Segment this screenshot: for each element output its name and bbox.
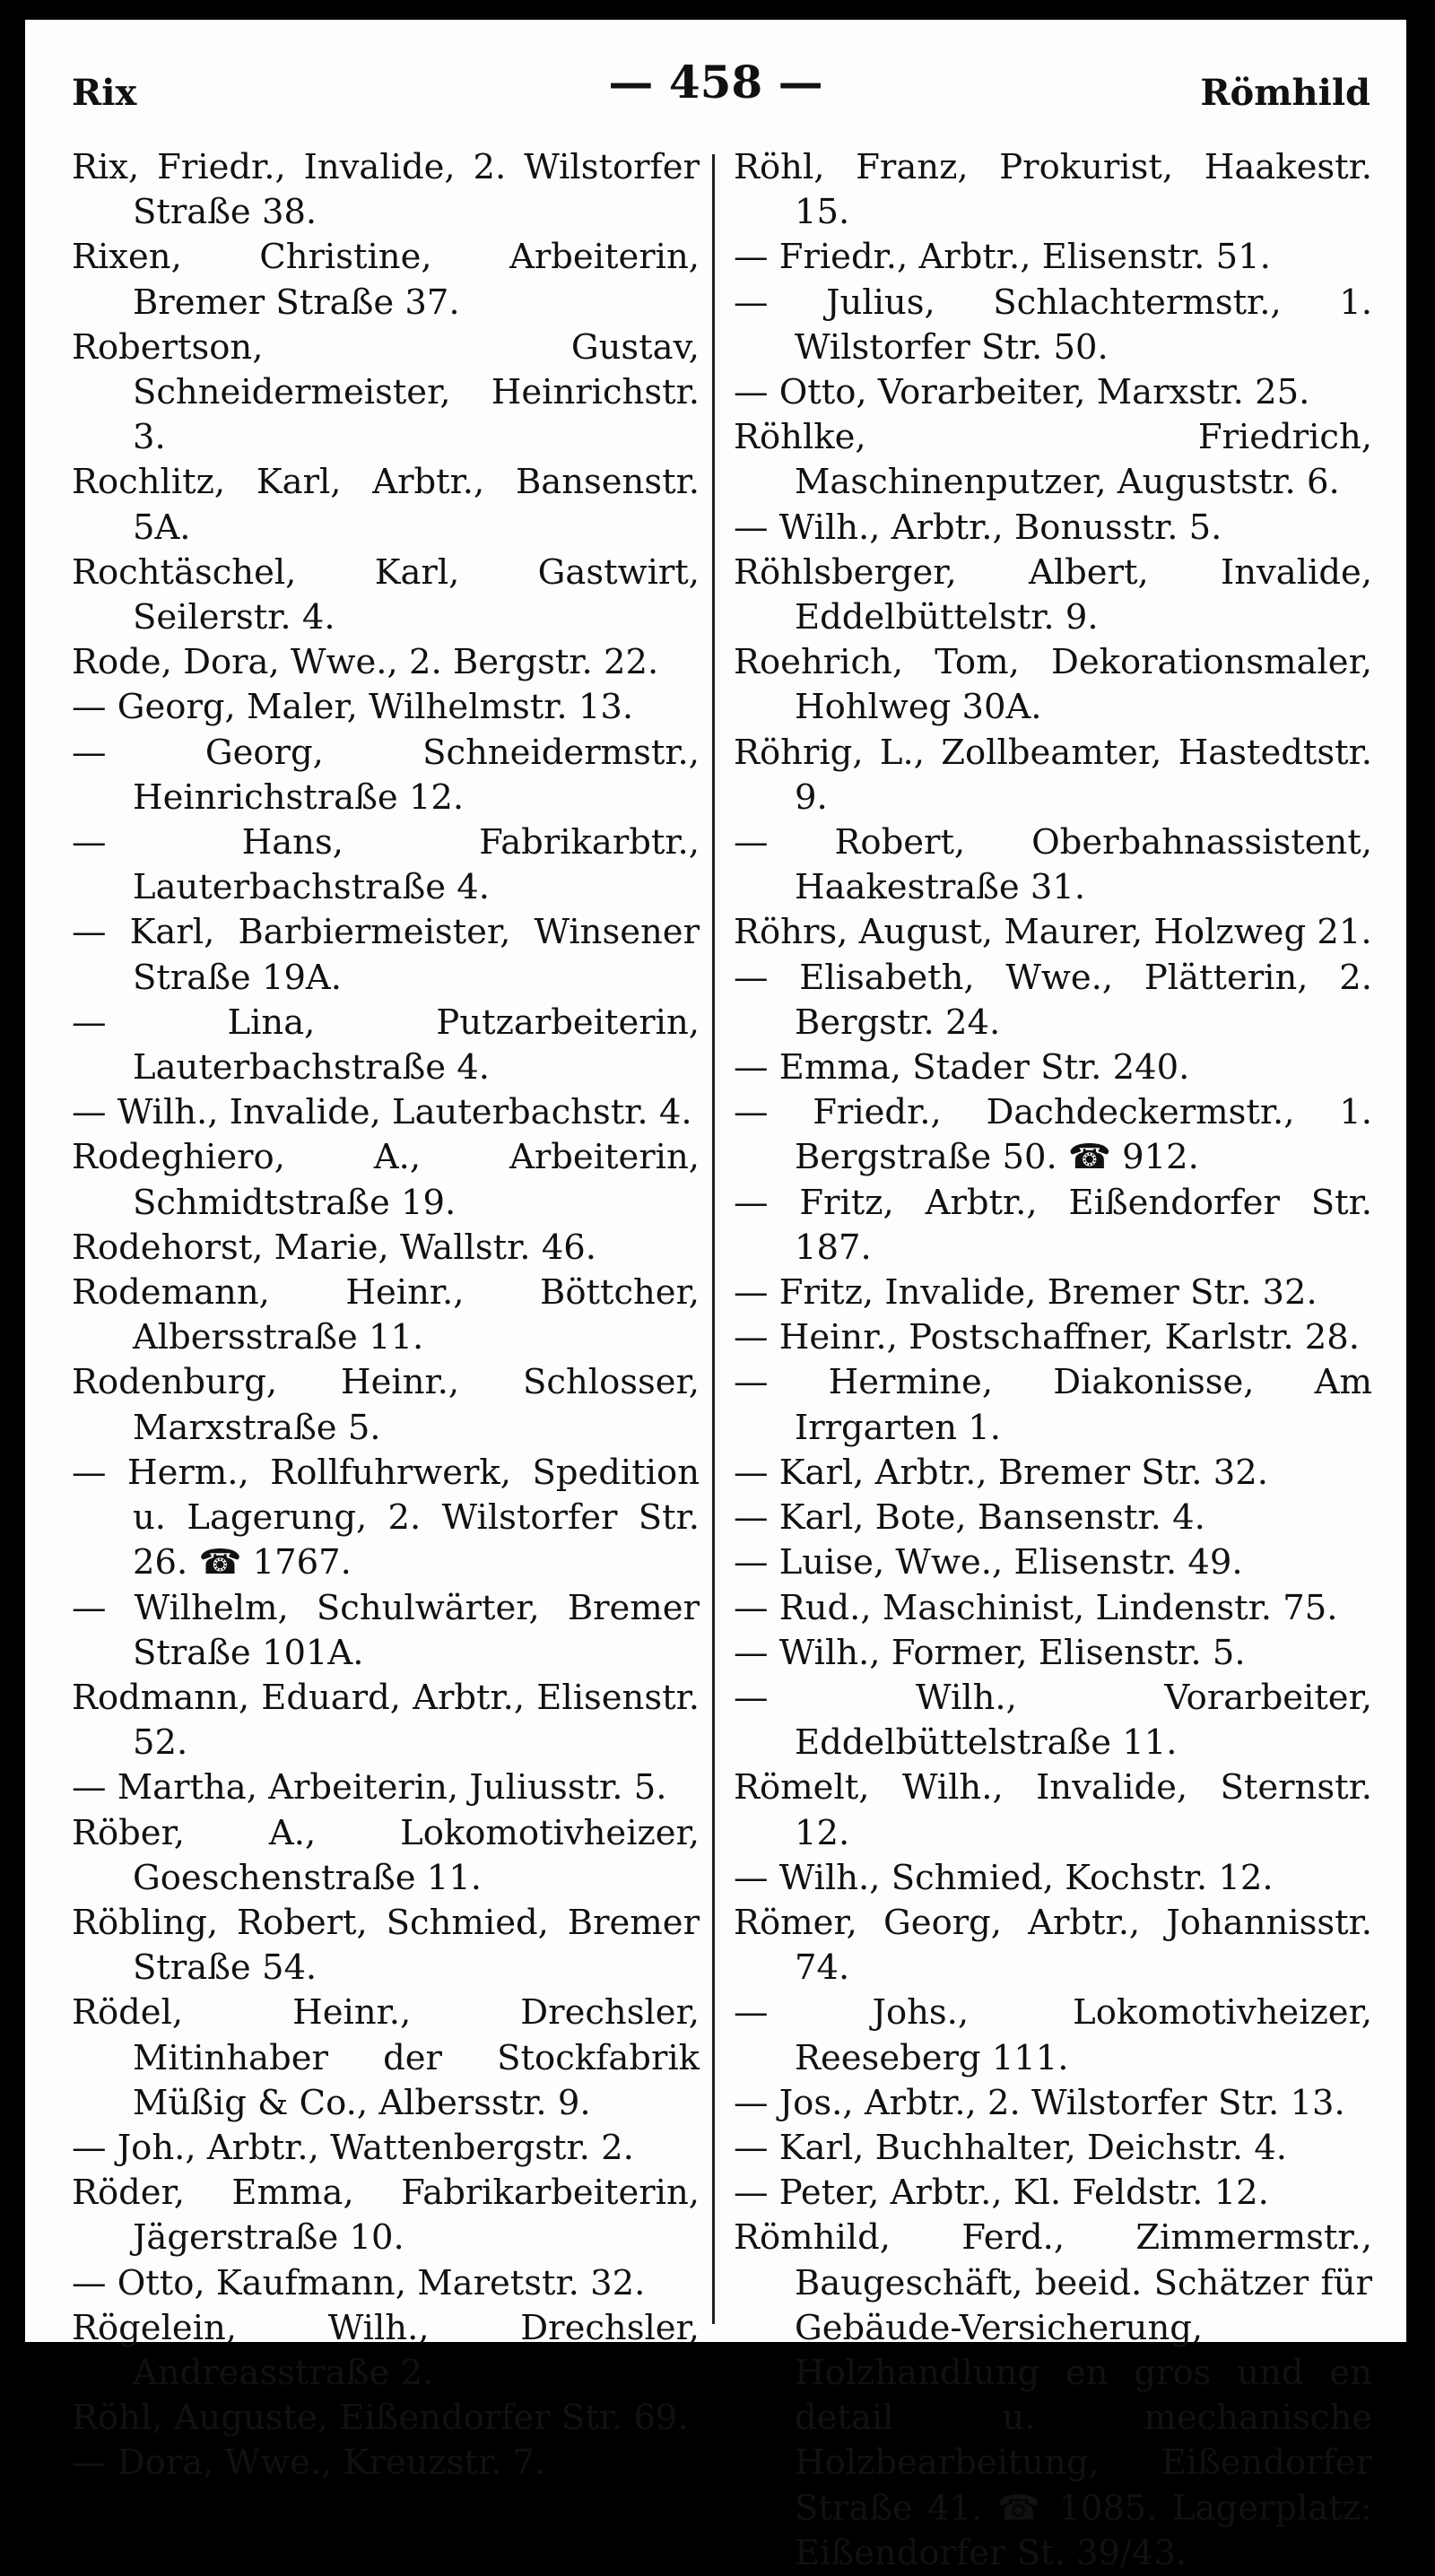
entry: Rodenburg, Heinr., Schlosser, Marxstraße 5. — [72, 1362, 700, 1448]
entry: — Karl, Bote, Bansenstr. 4. — [734, 1497, 1205, 1539]
entry: — Georg, Schneidermstr., Heinrichstraße 12. — [72, 732, 700, 818]
right-column — [734, 145, 1372, 2576]
entry: Röhrs, August, Maurer, Holzweg 21. — [734, 912, 1372, 953]
entry: — Johs., Lokomotivheizer, Reeseberg 111. — [734, 1992, 1372, 2078]
entry: Römelt, Wilh., Invalide, Sternstr. 12. — [734, 1767, 1372, 1853]
entry: Roehrich, Tom, Dekorationsmaler, Hohlweg 30A. — [734, 642, 1372, 728]
entry: — Dora, Wwe., Kreuzstr. 7. — [72, 2442, 546, 2484]
entry: — Elisabeth, Wwe., Plätterin, 2. Bergstr. 24. — [734, 957, 1372, 1043]
entry: — Herm., Rollfuhrwerk, Spedition u. Lagerung, 2. Wilstorfer Str. 26. ☎ 1767. — [72, 1452, 700, 1583]
entry: — Otto, Kaufmann, Maretstr. 32. — [72, 2262, 646, 2303]
entry: — Karl, Barbiermeister, Winsener Straße 19A. — [72, 912, 700, 998]
entry: — Robert, Oberbahnassistent, Haakestraße 31. — [734, 822, 1372, 908]
entry: Röbling, Robert, Schmied, Bremer Straße 54. — [72, 1902, 700, 1989]
directory-page — [25, 20, 1406, 2573]
entry: — Wilh., Schmied, Kochstr. 12. — [734, 1857, 1274, 1898]
entry: Rodemann, Heinr., Böttcher, Albersstraße 11. — [72, 1272, 700, 1358]
entry: Rixen, Christine, Arbeiterin, Bremer Straße 37. — [72, 237, 700, 323]
entry: — Luise, Wwe., Elisenstr. 49. — [734, 1542, 1243, 1583]
entry: Rochlitz, Karl, Arbtr., Bansenstr. 5A. — [72, 462, 700, 548]
entry: — Fritz, Arbtr., Eißendorfer Str. 187. — [734, 1182, 1372, 1268]
entry: — Wilh., Arbtr., Bonusstr. 5. — [734, 507, 1222, 548]
entry: — Friedr., Dachdeckermstr., 1. Bergstraße 50. ☎ 912. — [734, 1092, 1372, 1178]
entry: — Rud., Maschinist, Lindenstr. 75. — [734, 1587, 1338, 1628]
entry: — Karl, Buchhalter, Deichstr. 4. — [734, 2127, 1287, 2168]
entry: — Fritz, Invalide, Bremer Str. 32. — [734, 1272, 1318, 1314]
entry: — Hans, Fabrikarbtr., Lauterbachstraße 4. — [72, 822, 700, 908]
entry: Rodeghiero, A., Arbeiterin, Schmidtstraße 19. — [72, 1137, 700, 1223]
entry: — Heinr., Postschaffner, Karlstr. 28. — [734, 1317, 1361, 1358]
entry: Rode, Dora, Wwe., 2. Bergstr. 22. — [72, 642, 659, 683]
entry: Röber, A., Lokomotivheizer, Goeschenstraße 11. — [72, 1812, 700, 1898]
entry: — Martha, Arbeiterin, Juliusstr. 5. — [72, 1767, 667, 1808]
entry: — Otto, Vorarbeiter, Marxstr. 25. — [734, 372, 1310, 413]
page-number: — 458 — — [608, 56, 823, 108]
entry: — Peter, Arbtr., Kl. Feldstr. 12. — [734, 2173, 1269, 2214]
entry: — Wilh., Former, Elisenstr. 5. — [734, 1632, 1246, 1673]
entry: — Karl, Arbtr., Bremer Str. 32. — [734, 1452, 1268, 1493]
entry: Röhlsberger, Albert, Invalide, Eddelbüttelstr. 9. — [734, 551, 1372, 638]
entry: — Friedr., Arbtr., Elisenstr. 51. — [734, 237, 1271, 278]
header-last-name: Römhild — [1200, 72, 1370, 114]
header-first-name: Rix — [72, 72, 137, 114]
entry: — Joh., Arbtr., Wattenbergstr. 2. — [72, 2127, 634, 2168]
left-column — [72, 145, 700, 2486]
entry: Rödel, Heinr., Drechsler, Mitinhaber der Stockfabrik Müßig & Co., Albersstr. 9. — [72, 1992, 700, 2123]
entry: Röhl, Auguste, Eißendorfer Str. 69. — [72, 2398, 689, 2439]
entry: — Georg, Maler, Wilhelmstr. 13. — [72, 687, 634, 728]
entry: Rögelein, Wilh., Drechsler, Andreasstraße 2. — [72, 2307, 700, 2393]
entry: Rodehorst, Marie, Wallstr. 46. — [72, 1227, 596, 1268]
entry: — Lina, Putzarbeiterin, Lauterbachstraße 4. — [72, 1002, 700, 1089]
entry: — Emma, Stader Str. 240. — [734, 1047, 1190, 1089]
entry: Römer, Georg, Arbtr., Johannisstr. 74. — [734, 1902, 1372, 1989]
entry: — Julius, Schlachtermstr., 1. Wilstorfer Str. 50. — [734, 282, 1372, 368]
entry: — Wilh., Vorarbeiter, Eddelbüttelstraße 11. — [734, 1677, 1372, 1764]
entry: Röhl, Franz, Prokurist, Haakestr. 15. — [734, 147, 1372, 233]
entry: Robertson, Gustav, Schneidermeister, Heinrichstr. 3. — [72, 326, 700, 458]
entry: — Hermine, Diakonisse, Am Irrgarten 1. — [734, 1362, 1372, 1448]
entry: — Jos., Arbtr., 2. Wilstorfer Str. 13. — [734, 2082, 1345, 2123]
entry: Römhild, Ferd., Zimmermstr., Baugeschäft, beeid. Schätzer für Gebäude-Versicherung, Holzhandlung en gros und en detail u. mechanische Holzbearbeitung, Eißendorfer Straße 41. ☎ 1085. Lagerplatz: Eißendorfer St. 39/43. — [734, 2217, 1372, 2573]
page-header — [25, 56, 1406, 127]
entry: Röhrig, L., Zollbeamter, Hastedtstr. 9. — [734, 732, 1372, 818]
entry: — Wilhelm, Schulwärter, Bremer Straße 101A. — [72, 1587, 700, 1673]
entry: Rochtäschel, Karl, Gastwirt, Seilerstr. 4. — [72, 551, 700, 638]
entry: Röder, Emma, Fabrikarbeiterin, Jägerstraße 10. — [72, 2173, 700, 2259]
entry: Röhlke, Friedrich, Maschinenputzer, Auguststr. 6. — [734, 417, 1372, 503]
entry: — Wilh., Invalide, Lauterbachstr. 4. — [72, 1092, 692, 1133]
entry: Rix, Friedr., Invalide, 2. Wilstorfer Straße 38. — [72, 147, 700, 233]
entry: Rodmann, Eduard, Arbtr., Elisenstr. 52. — [72, 1677, 700, 1764]
column-divider — [712, 154, 715, 2324]
